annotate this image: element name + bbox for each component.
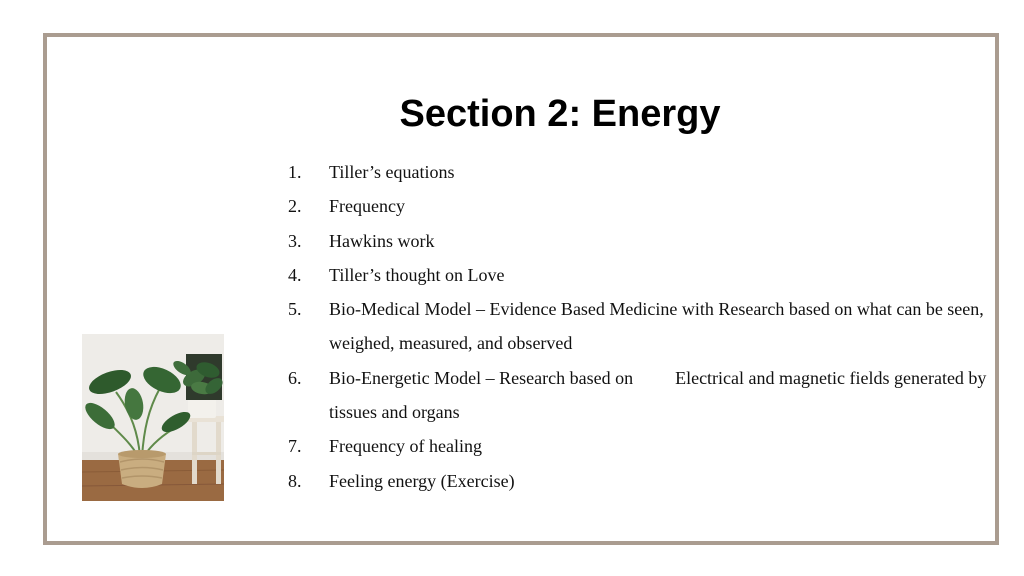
list-item bbox=[288, 429, 993, 463]
list-item-number: 2. bbox=[288, 196, 302, 217]
potted-plant-photo bbox=[82, 334, 224, 501]
list-item-text-part-a: Bio-Energetic Model – Research based on bbox=[329, 367, 634, 388]
list-item bbox=[288, 224, 993, 258]
list-item-number: 1. bbox=[288, 162, 302, 182]
list-item-text: Feeling energy (Exercise) bbox=[329, 470, 515, 491]
list-item-number: 5. bbox=[288, 299, 302, 320]
list-item bbox=[288, 361, 993, 430]
list-item-text: Frequency bbox=[329, 196, 405, 217]
topic-list bbox=[288, 155, 993, 498]
list-item-number: 8. bbox=[288, 470, 302, 491]
list-item-text: Hawkins work bbox=[329, 230, 435, 251]
list-item-text: Tiller’s thought on Love bbox=[329, 264, 505, 285]
list-item bbox=[288, 292, 993, 361]
list-item bbox=[288, 464, 993, 498]
list-item bbox=[288, 258, 993, 292]
slide-title: Section 2: Energy bbox=[399, 93, 721, 135]
list-item-number: 7. bbox=[288, 436, 302, 457]
list-item-number: 6. bbox=[288, 367, 302, 388]
list-item-number: 3. bbox=[288, 230, 302, 251]
list-item bbox=[288, 189, 993, 223]
list-item-text: Bio-Medical Model – Evidence Based Medicine with Research based on what can be seen, weighed, measured, and observed bbox=[329, 299, 984, 354]
list-item-number: 4. bbox=[288, 264, 302, 285]
list-item-text-part-b: Electrical and magnetic fields generated by tissues and organs bbox=[329, 367, 987, 423]
plant-illustration-icon bbox=[82, 334, 224, 501]
list-item-text: Frequency of healing bbox=[329, 436, 482, 457]
list-item-text: Tiller’s equations bbox=[329, 162, 455, 182]
list-item bbox=[288, 155, 993, 189]
